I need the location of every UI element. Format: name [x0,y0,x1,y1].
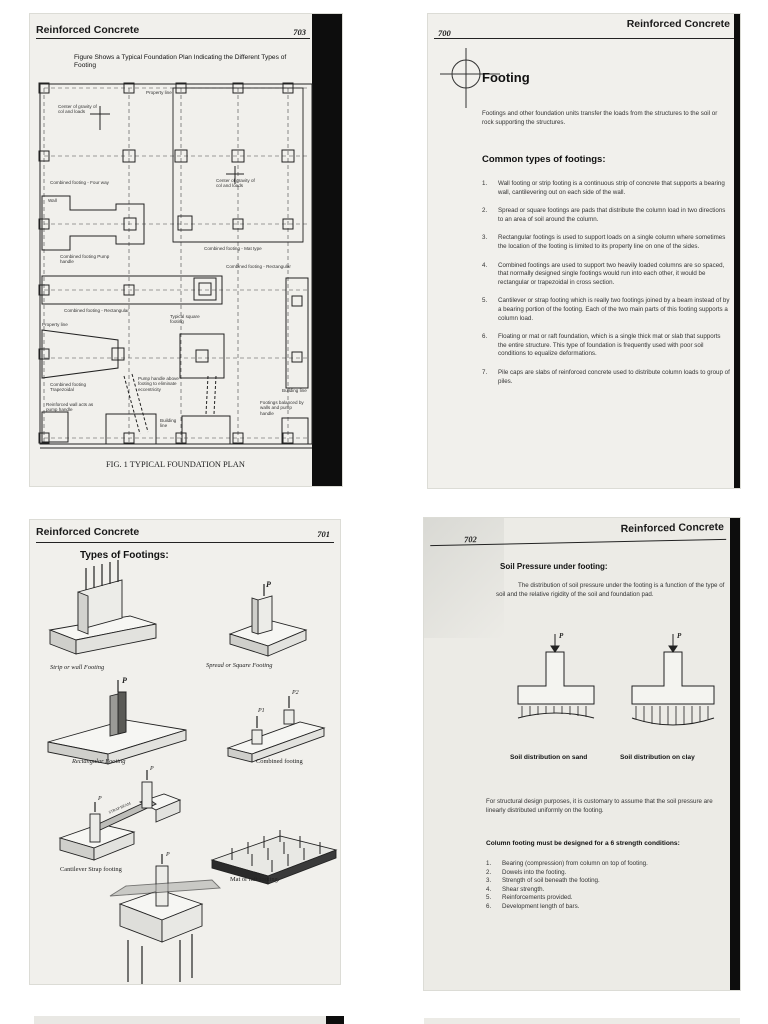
list-item: 1. Bearing (compression) from column on top of footing. [486,860,648,867]
header-title: Reinforced Concrete [620,520,725,536]
header-title: Reinforced Concrete [626,18,730,30]
list-item: 6. Development length of bars. [486,902,580,910]
figure-caption: FIG. 1 TYPICAL FOUNDATION PLAN [106,460,245,469]
page-number: 701 [317,529,330,539]
caption-combined-footing: Combined footing [256,758,303,765]
load-label-p1: P1 [258,708,265,714]
section-title: Soil Pressure under footing: [500,562,608,571]
list-item: 7. Pile caps are slabs of reinforced concrete used to distribute column loads to group of piles. [482,368,730,385]
label-sand-distribution: Soil distribution on sand [510,754,588,761]
page-number: 702 [464,534,477,545]
load-label-p2: P2 [292,690,299,696]
label-property-line-left: Property line [42,322,68,327]
header-title: Reinforced Concrete [36,526,140,538]
label-reinforced-wall: Reinforced wall acts as pump handle [46,402,94,413]
header-title: Reinforced Concrete [36,24,140,36]
list-item: 2. Spread or square footings are pads that distribute the column load in two directions to an area of soil around the column. [482,207,726,223]
label-property-line-top: Property line [146,90,172,95]
label-pump-handle-note: Pump handle above footing to eliminate eccentricity [138,376,179,392]
conditions-list [486,860,730,912]
figure-intro: Figure Shows a Typical Foundation Plan Indicating the Different Types of Footing [74,54,287,70]
page-number: 703 [293,27,306,37]
load-label-p: P [150,766,154,772]
load-label-p: P [266,580,271,589]
section-title: Footing [482,70,530,85]
list-item: 1. Wall footing or strip footing is a continuous strip of concrete that supports a bearing wall, cantilevering out on each side of the wall. [482,180,725,196]
page-edge-shadow [734,14,740,488]
label-clay-distribution: Soil distribution on clay [620,754,695,761]
list-item: 3. Rectangular footings is used to support loads on a single column where sometimes the location of the footing is limited to its property line on one of the sides. [482,234,726,250]
label-center-gravity-2: Center of gravity of col and loads [216,178,255,189]
caption-rectangular-footing: Rectangular Footing [72,758,126,765]
list-item: 4. Shear strength. [486,885,545,893]
page-703-foundation-plan [30,14,342,486]
footing-types-drawing [30,520,340,984]
page-header [434,16,734,39]
load-label-p: P [122,676,127,685]
caption-cantilever-footing: Cantilever Strap footing [60,866,122,873]
footing-types-list [482,180,730,396]
list-item: 6. Floating or mat or raft foundation, which is a single thick mat or slab that supports the entire structure. This type of foundation is frequently used with poor soil conditions to equalize deformations. [482,333,721,358]
intro-text: The distribution of soil pressure under the footing is a function of the type of soil and the relative rigidity of the soil and foundation pad. [496,582,725,598]
strap-beam-label: STRAP BEAM [108,801,132,815]
label-combined-rect-right: Combined footing - Rectangular [226,264,291,269]
load-label-p: P [166,852,170,858]
label-center-gravity-1: Center of gravity of col and loads [58,104,97,115]
label-combined-pump: Combined footing Pump handle [60,254,110,265]
conditions-heading: Column footing must be designed for a 6 strength conditions: [486,840,680,847]
list-item: 5. Cantilever or strap footing which is really two footings joined by a beam instead of by a bearing portion of the footing. Each of the two main parts of this footing supports a column load. [482,297,730,322]
label-footings-balanced: Footings balanced by walls and pump handle [260,400,304,416]
design-note: For structural design purposes, it is customary to assume that the soil pressure are linearly distributed uniformly on the footing. [486,798,713,814]
page-700-footing [428,14,740,488]
label-wall: Wall [48,198,57,203]
list-item: 5. Reinforcements provided. [486,894,573,902]
label-combined-mat: Combined footing - Mat type [204,246,262,251]
intro-text: Footings and other foundation units transfer the loads from the structures to the soil or rock supporting the structures. [482,110,718,126]
load-label-p: P [677,632,682,640]
page-702-soil-pressure [424,518,740,990]
label-typical-square: Typical square footing [170,314,200,325]
caption-mat-footing: Mat or raft footing. [230,876,280,883]
next-page-edge-shadow [326,1016,344,1024]
caption-spread-footing: Spread or Square Footing [206,662,273,669]
next-page-edge-left [34,1016,344,1024]
page-number: 700 [438,28,451,38]
label-combined-trapezoidal: Combined footing Trapezoidal [50,382,87,393]
label-building-line-bottom: Building line [160,418,177,429]
label-combined-rect-left: Combined footing - Rectangular [64,308,129,313]
label-combined-four-way: Combined footing - Four way [50,180,109,185]
list-heading: Common types of footings: [482,154,606,165]
caption-strip-footing: Strip or wall Footing [50,664,105,671]
next-page-edge-right [424,1018,740,1024]
list-item: 4. Combined footings are used to support two heavily loaded columns are so spaced, that normally designed single footings would run into each other, it would be rectangular or trapezoidal in cross section. [482,261,725,286]
label-building-line-right: Building line [282,388,307,393]
list-item: 2. Dowels into the footing. [486,868,567,876]
load-label-p: P [559,632,564,640]
load-label-p: P [98,796,102,802]
page-701-types-of-footings [30,520,340,984]
list-item: 3. Strength of soil beneath the footing. [486,877,600,885]
section-title: Types of Footings: [80,550,169,561]
